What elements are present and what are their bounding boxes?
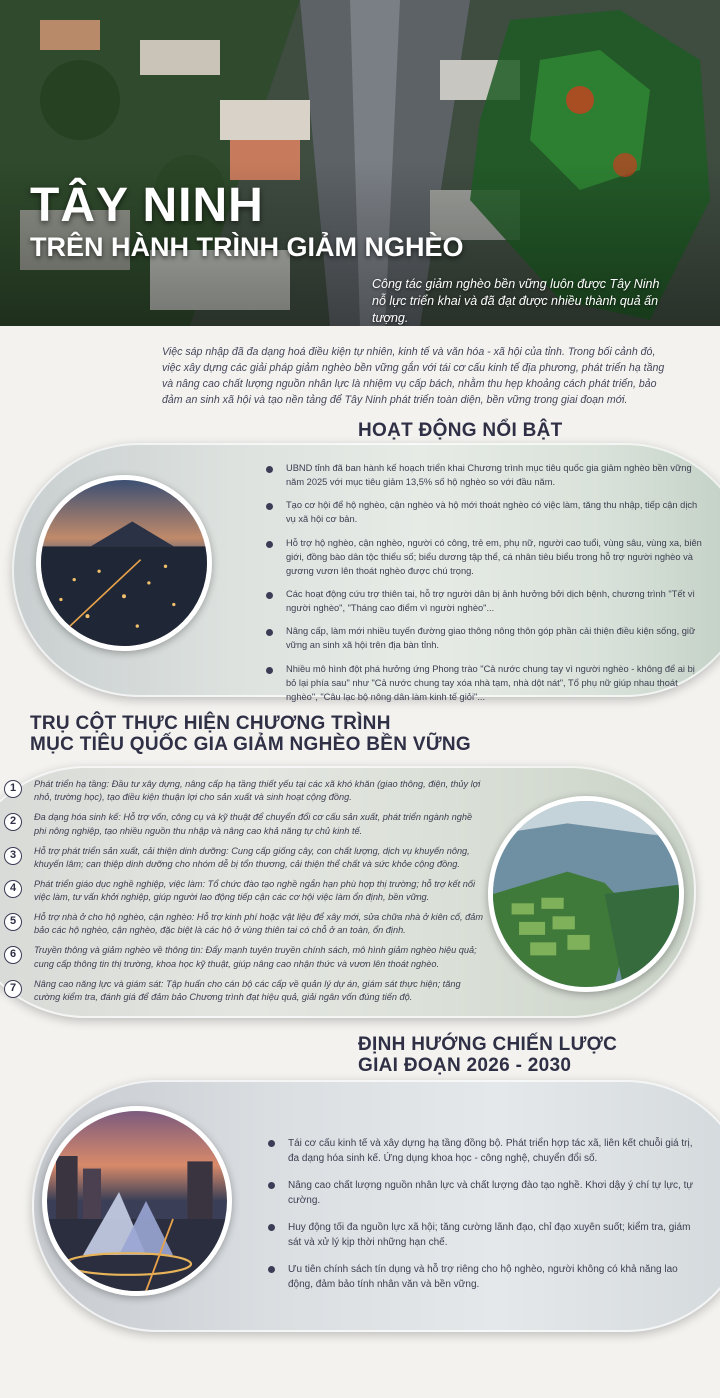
list-item [4,944,484,971]
section2-title-line2: MỤC TIÊU QUỐC GIA GIẢM NGHÈO BỀN VỮNG [30,734,472,756]
list-item [4,978,484,1005]
list-item: Tạo cơ hội để hộ nghèo, cận nghèo và hộ mới thoát nghèo có việc làm, tăng thu nhập, tiếp cận dịch vụ xã hội cơ bản. [266,499,706,527]
lake-aerial-photo [488,796,684,992]
item-text: Hỗ trợ phát triển sản xuất, cải thiện dinh dưỡng: Cung cấp giống cây, con chất lượng, dịch vụ khuyến nông, khuyến lâm; can thiệp dinh dưỡng cho nhóm dễ bị tổn thương, cải thiện thể chất và sức khỏe cộng đồng. [34,845,470,869]
item-text: Phát triển giáo dục nghề nghiệp, việc làm: Tổ chức đào tạo nghề ngắn hạn phù hợp thị trường; hỗ trợ kết nối việc làm, tư vấn khởi nghiệp, giúp người lao động tiếp cận các cơ hội việc làm ổn định, bền vững. [34,878,476,903]
list-item: Nâng cấp, làm mới nhiều tuyến đường giao thông nông thôn góp phần cải thiện điều kiện sống, giữ vững an sinh xã hội trên địa bàn tỉnh. [266,625,706,653]
number-badge: 2 [4,813,22,831]
number-badge: 1 [4,780,22,798]
hero-title: TÂY NINH [30,179,264,232]
section3-title-line1: ĐỊNH HƯỚNG CHIẾN LƯỢC [358,1034,618,1055]
list-item: Các hoạt động cứu trợ thiên tai, hỗ trợ người dân bị ảnh hưởng bởi dịch bệnh, chương trình "Tết vì người nghèo", "Tháng cao điểm vì người nghèo"... [266,588,706,616]
city-night-photo [36,475,212,651]
item-text: Hỗ trợ nhà ở cho hộ nghèo, cận nghèo: Hỗ trợ kinh phí hoặc vật liệu để xây mới, sửa chữa nhà ở kiên cố, đảm bảo các hộ nghèo, cận nghèo, đặc biệt là các hộ ở vùng thiên tai có chỗ ở an toàn, ổn định. [34,912,484,936]
list-item [4,811,484,838]
list-item: Tái cơ cấu kinh tế và xây dựng hạ tầng đồng bộ. Phát triển hợp tác xã, liên kết chuỗi giá trị, đa dạng hóa sinh kế. Ứng dụng khoa học - công nghệ, chuyển đổi số. [268,1136,698,1166]
list-item: Ưu tiên chính sách tín dụng và hỗ trợ riêng cho hộ nghèo, người không có khả năng lao động, đảm bảo tính nhân văn và bền vững. [268,1262,698,1292]
hero-subtitle: TRÊN HÀNH TRÌNH GIẢM NGHÈO [30,232,464,262]
list-item [4,878,484,905]
section3-list [268,1136,698,1304]
hero-banner [0,0,720,326]
section1-title: HOẠT ĐỘNG NỔI BẬT [358,420,563,441]
item-text: Phát triển hạ tầng: Đầu tư xây dựng, nâng cấp hạ tầng thiết yếu tại các xã khó khăn (giao thông, điện, thủy lợi nhỏ, trường học), tạo điều kiện thuận lợi cho sản xuất và sinh hoạt cộng đồng. [34,779,481,803]
list-item: Hỗ trợ hộ nghèo, cận nghèo, người có công, trẻ em, phụ nữ, người cao tuổi, vùng sâu, vùng xa, biên giới, đồng bào dân tộc thiểu số; biểu dương tập thể, cá nhân tiêu biểu trong hỗ trợ người nghèo và gương vươn lên thoát nghèo được chú trọng. [266,537,706,579]
section2-title-line1: TRỤ CỘT THỰC HIỆN CHƯƠNG TRÌNH [30,713,391,734]
list-item [4,911,484,938]
list-item [4,845,484,872]
number-badge: 7 [4,980,22,998]
item-text: Truyền thông và giảm nghèo về thông tin: Đẩy mạnh tuyên truyền chính sách, mô hình giảm nghèo hiệu quả; cung cấp thông tin thị trường, khoa học kỹ thuật, giúp nâng cao nhận thức và vươn lên thoát nghèo. [34,945,477,969]
list-item: Huy động tối đa nguồn lực xã hội; tăng cường lãnh đạo, chỉ đạo xuyên suốt; kiểm tra, giám sát và xử lý kịp thời những hạn chế. [268,1220,698,1250]
section1-list [266,462,706,714]
section3-title [358,1034,617,1077]
section2-title [30,713,471,756]
list-item: UBND tỉnh đã ban hành kế hoạch triển khai Chương trình mục tiêu quốc gia giảm nghèo bền vững năm 2025 với mục tiêu giảm 13,5% số hộ nghèo so với đầu năm. [266,462,706,490]
section2-list [4,778,484,1011]
list-item [4,778,484,805]
intro-paragraph: Việc sáp nhập đã đa dạng hoá điều kiện tự nhiên, kinh tế và văn hóa - xã hội của tỉnh. Trong bối cảnh đó, việc xây dựng các giải pháp giảm nghèo bền vững gắn với tái cơ cấu kinh tế địa phương, phát triển hạ tầng và nâng cao chất lượng nguồn nhân lực là nhiệm vụ cấp bách, nhằm thu hẹp khoảng cách phát triển, bảo đảm an sinh xã hội và tạo nền tảng để Tây Ninh phát triển toàn diện, bền vững trong giai đoạn mới. [162,346,665,406]
number-badge: 4 [4,880,22,898]
item-text: Nâng cao năng lực và giám sát: Tập huấn cho cán bộ các cấp về quản lý dự án, giám sát thực hiện; tăng cường kiểm tra, đánh giá để đảm bảo Chương trình đạt hiệu quả, giải ngân vốn đúng tiến độ. [34,978,461,1003]
list-item: Nhiều mô hình đột phá hưởng ứng Phong trào "Cả nước chung tay vì người nghèo - không để ai bị bỏ lại phía sau" như "Cả nước chung tay xóa nhà tạm, nhà dột nát", Tổ phụ nữ giúp nhau thoát nghèo", "Câu lạc bộ nông dân làm kinh tế giỏi"... [266,663,706,705]
city-monument-photo [42,1106,232,1296]
list-item: Nâng cao chất lượng nguồn nhân lực và chất lượng đào tạo nghề. Khơi dậy ý chí tự lực, tự cường. [268,1178,698,1208]
number-badge: 6 [4,946,22,964]
section3-title-line2: GIAI ĐOẠN 2026 - 2030 [358,1055,572,1077]
number-badge: 3 [4,847,22,865]
hero-caption: Công tác giảm nghèo bền vững luôn được Tây Ninh nỗ lực triển khai và đã đạt được nhiều thành quả ấn tượng. [372,277,660,325]
item-text: Đa dạng hóa sinh kế: Hỗ trợ vốn, công cụ và kỹ thuật để chuyển đổi cơ cấu sản xuất, phát triển ngành nghề phi nông nghiệp, tạo nhiều nguồn thu nhập và nâng cao khả năng tự chủ kinh tế. [34,812,473,836]
number-badge: 5 [4,913,22,931]
